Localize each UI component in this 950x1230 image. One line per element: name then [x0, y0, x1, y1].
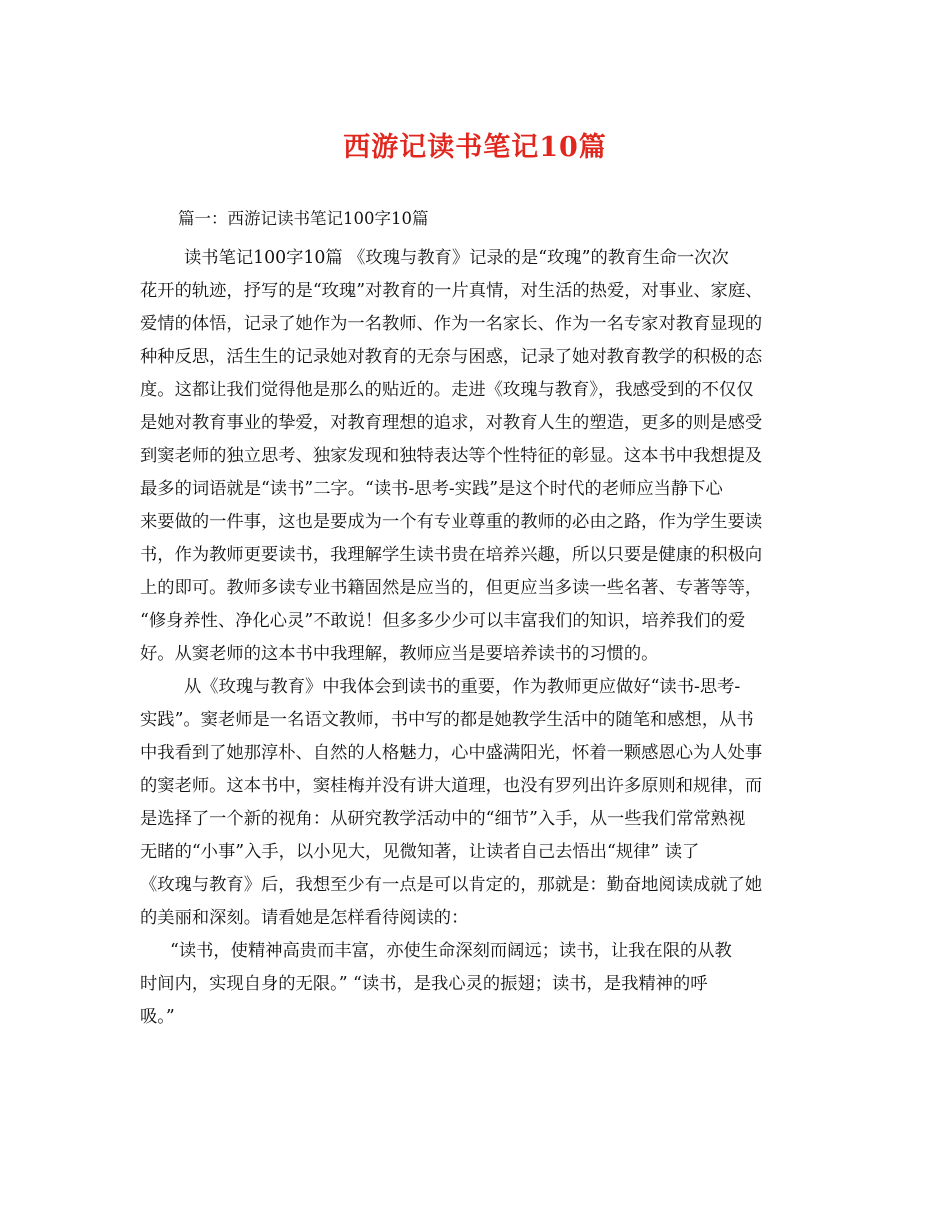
paragraph-line: 无睹的“小事”入手，以小见大，见微知著，让读者自己去悟出“规律” 读了 [140, 842, 700, 862]
paragraph-line: 好。从窦老师的这本书中我理解，教师应当是要培养读书的习惯的。 [140, 644, 659, 664]
quote-line: “读书，使精神高贵而丰富，亦使生命深刻而阔远；读书，让我在限的从教 [170, 941, 732, 961]
paragraph-line: 《玫瑰与教育》后，我想至少有一点是可以肯定的，那就是：勤奋地阅读成就了她 [140, 875, 763, 895]
document-title: 西游记读书笔记10篇 [343, 132, 607, 163]
paragraph-line: 到窦老师的独立思考、独家发现和独特表达等个性特征的彰显。这本书中我想提及 [140, 446, 763, 466]
paragraph-line: “修身养性、净化心灵”不敢说！但多多少少可以丰富我们的知识，培养我们的爱 [140, 611, 746, 631]
paragraph-line: 实践”。窦老师是一名语文教师，书中写的都是她教学生活中的随笔和感想，从书 [140, 710, 754, 730]
paragraph-line: 最多的词语就是“读书”二字。“读书-思考-实践”是这个时代的老师应当静下心 [140, 479, 723, 499]
quote-line: 吸。” [140, 1007, 175, 1027]
paragraph-line: 读书笔记100字10篇 《玫瑰与教育》记录的是“玫瑰”的教育生命一次次 [184, 248, 729, 268]
paragraph-line: 中我看到了她那淳朴、自然的人格魅力，心中盛满阳光，怀着一颗感恩心为人处事 [140, 743, 763, 763]
paragraph-line: 种种反思，活生生的记录她对教育的无奈与困惑，记录了她对教育教学的积极的态 [140, 347, 763, 367]
paragraph-line: 是她对教育事业的挚爱，对教育理想的追求，对教育人生的塑造，更多的则是感受 [140, 413, 763, 433]
paragraph-line: 的窦老师。这本书中，窦桂梅并没有讲大道理，也没有罗列出许多原则和规律，而 [140, 776, 763, 796]
paragraph-line: 爱情的体悟，记录了她作为一名教师、作为一名家长、作为一名专家对教育显现的 [140, 314, 763, 334]
paragraph-line: 书，作为教师更要读书，我理解学生读书贵在培养兴趣，所以只要是健康的积极向 [140, 545, 763, 565]
document-body [140, 242, 820, 1034]
paragraph-line: 的美丽和深刻。请看她是怎样看待阅读的： [140, 908, 469, 928]
quote-line: 时间内，实现自身的无限。” “读书，是我心灵的振翅；读书，是我精神的呼 [140, 974, 708, 994]
paragraph-line: 度。这都让我们觉得他是那么的贴近的。走进《玫瑰与教育》，我感受到的不仅仅 [140, 380, 754, 400]
paragraph-line: 来要做的一件事，这也是要成为一个有专业尊重的教师的必由之路，作为学生要读 [140, 512, 763, 532]
section-heading: 篇一：西游记读书笔记100字10篇 [178, 209, 429, 228]
paragraph-line: 是选择了一个新的视角：从研究教学活动中的“细节”入手，从一些我们常常熟视 [140, 809, 746, 829]
paragraph-line: 上的即可。教师多读专业书籍固然是应当的，但更应当多读一些名著、专著等等， [140, 578, 763, 598]
paragraph-line: 花开的轨迹，抒写的是“玫瑰”对教育的一片真情，对生活的热爱，对事业、家庭、 [140, 281, 763, 301]
paragraph-line: 从《玫瑰与教育》中我体会到读书的重要，作为教师更应做好“读书-思考- [184, 677, 741, 697]
